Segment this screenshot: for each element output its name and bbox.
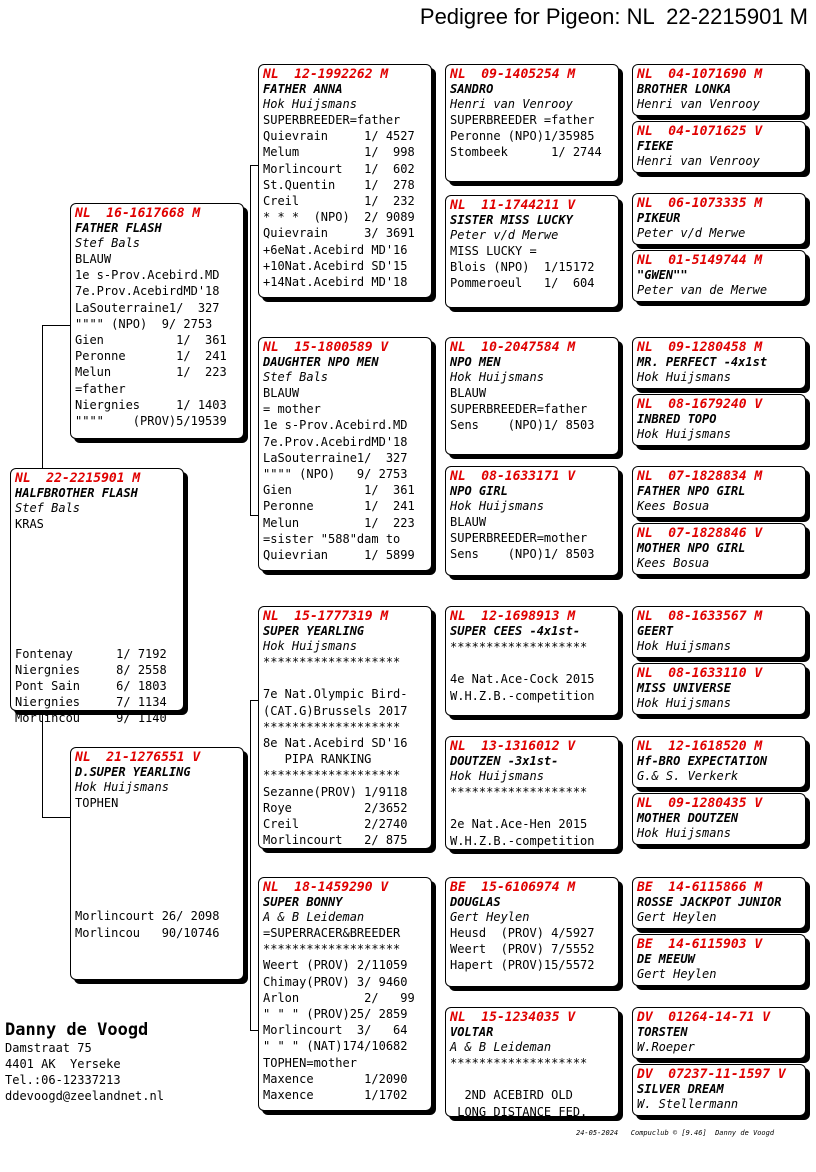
pedigree-card-gggp [632, 793, 806, 845]
performance-line: SUPERBREEDER=mother [450, 531, 588, 546]
ring-number: NL 04-1071690 M [637, 67, 763, 82]
performance-line: Creil 2/2740 [263, 817, 408, 832]
performance-line: Niergnies 7/ 1134 [15, 695, 167, 710]
performance-line: Quievrian 1/ 5899 [263, 548, 415, 563]
performance-line: Niergnies 1/ 1403 [75, 397, 227, 412]
performance-line [15, 597, 179, 613]
performance-line: Sens (NPO)1/ 8503 [450, 547, 595, 562]
performance-line: Weert (PROV) 2/11059 [263, 958, 408, 973]
connector-line [42, 817, 70, 818]
performance-line: Chimay(PROV) 3/ 9460 [263, 974, 408, 989]
owner-name: Hok Huijsmans [637, 639, 731, 653]
performance-line: Morlincourt 3/ 64 [263, 1023, 408, 1038]
performance-line: ******************* [263, 942, 401, 957]
pedigree-card-gggp [632, 663, 806, 715]
ring-number: NL 12-1992262 M [263, 67, 389, 82]
connector-line [42, 325, 43, 468]
ring-number: NL 09-1280435 V [637, 796, 763, 811]
performance-line: Peronne 1/ 241 [263, 499, 415, 514]
pigeon-name: HALFBROTHER FLASH [15, 486, 138, 500]
breeder-email: ddevoogd@zeelandnet.nl [5, 1089, 164, 1103]
pigeon-name: SISTER MISS LUCKY [450, 213, 573, 227]
owner-name: Henri van Venrooy [637, 97, 760, 111]
performance-line: ******************* [263, 768, 401, 783]
performance-line: ******************* [450, 1056, 588, 1070]
performance-line: LaSouterraine1/ 327 [75, 300, 220, 315]
performance-line: Morlincou 9/ 1140 [15, 711, 167, 726]
pedigree-card-mother [70, 747, 244, 980]
performance-line: Gien 1/ 361 [263, 483, 415, 498]
performance-line: ******************* [450, 640, 588, 654]
ring-number: NL 18-1459290 V [263, 880, 389, 895]
performance-line [75, 844, 239, 860]
performance-lines [450, 514, 614, 563]
pedigree-card-gggp [632, 193, 806, 245]
performance-line: +10Nat.Acebird SD'15 [263, 258, 408, 273]
performance-line [15, 565, 179, 581]
performance-line: Niergnies 8/ 2558 [15, 662, 167, 677]
pedigree-card-gggp [632, 394, 806, 446]
performance-line [450, 655, 614, 671]
performance-line: St.Quentin 1/ 278 [263, 177, 415, 192]
performance-lines [450, 639, 614, 704]
owner-name: Peter van de Merwe [637, 283, 768, 297]
pigeon-name: DOUTZEN -3x1st- [450, 754, 559, 768]
performance-line: +6eNat.Acebird MD'16 [263, 242, 408, 257]
owner-name: Stef Bals [263, 370, 329, 384]
performance-line: Heusd (PROV) 4/5927 [450, 926, 595, 940]
performance-line [75, 860, 239, 876]
ring-number: NL 08-1679240 V [637, 397, 763, 412]
performance-line: Morlincourt 1/ 602 [263, 161, 415, 176]
performance-line: = mother [263, 402, 321, 417]
performance-line: ******************* [263, 719, 401, 734]
performance-line: (CAT.G)Brussels 2017 [263, 703, 408, 718]
page-title: Pedigree for Pigeon: NL 22-2215901 M [419, 4, 808, 29]
ring-number: NL 15-1234035 V [450, 1010, 576, 1025]
pedigree-card-father [70, 203, 244, 439]
performance-line: 2e Nat.Ace-Hen 2015 [450, 817, 588, 832]
pedigree-card-gggp [632, 736, 806, 788]
performance-line: BLAUW [75, 252, 112, 266]
performance-line: " " " (PROV)25/ 2859 [263, 1007, 408, 1022]
ring-number: BE 15-6106974 M [450, 880, 576, 895]
performance-lines [15, 516, 179, 727]
performance-line: Maxence 1/1702 [263, 1088, 408, 1103]
performance-lines [450, 784, 614, 849]
performance-line: LONG DISTANCE FED. [450, 1104, 588, 1119]
performance-lines [450, 1055, 614, 1120]
owner-name: Peter v/d Merwe [637, 226, 746, 240]
performance-line [450, 800, 614, 816]
pigeon-name: PIKEUR [637, 211, 681, 225]
pedigree-card-ggp [445, 1007, 619, 1117]
performance-line: MISS LUCKY = [450, 244, 537, 258]
connector-line [250, 515, 258, 516]
owner-name: Gert Heylen [637, 910, 717, 924]
pedigree-card-gggp [632, 466, 806, 518]
owner-name: Peter v/d Merwe [450, 228, 559, 242]
owner-name: Hok Huijsmans [637, 696, 731, 710]
breeder-address: Damstraat 75 [5, 1041, 92, 1055]
performance-line: =SUPERRACER&BREEDER [263, 926, 401, 940]
performance-line: =father [75, 381, 126, 396]
ring-number: DV 01264-14-71 V [637, 1010, 771, 1025]
owner-name: Gert Heylen [450, 910, 530, 924]
owner-name: W. Stellermann [637, 1097, 739, 1111]
pigeon-name: Hf-BRO EXPECTATION [637, 754, 768, 768]
performance-line: PIPA RANKING [263, 752, 372, 767]
pigeon-name: D.SUPER YEARLING [75, 765, 191, 779]
ring-number: BE 14-6115903 V [637, 937, 763, 952]
ring-number: NL 06-1073335 M [637, 196, 763, 211]
performance-line: ******************* [450, 785, 588, 799]
owner-name: Stef Bals [75, 236, 141, 250]
performance-line: Weert (PROV) 7/5552 [450, 942, 595, 957]
pedigree-card-ggp [445, 195, 619, 308]
owner-name: Hok Huijsmans [263, 97, 357, 111]
performance-line: """" (NPO) 9/ 2753 [263, 467, 408, 482]
performance-line: KRAS [15, 517, 44, 531]
ring-number: DV 07237-11-1597 V [637, 1067, 786, 1082]
performance-line: 2ND ACEBIRD OLD [450, 1088, 573, 1103]
pigeon-name: FATHER ANNA [263, 82, 343, 96]
pedigree-card-subject [10, 468, 184, 726]
pigeon-name: NPO MEN [450, 355, 501, 369]
performance-line: Sens (NPO)1/ 8503 [450, 418, 595, 433]
owner-name: Hok Huijsmans [450, 370, 544, 384]
performance-line [15, 629, 179, 645]
performance-line: Stombeek 1/ 2744 [450, 145, 602, 160]
breeder-info [5, 1020, 164, 1104]
owner-name: Kees Bosua [637, 499, 710, 513]
pigeon-name: SUPER YEARLING [263, 624, 365, 638]
performance-line: 7e.Prov.AcebirdMD'18 [263, 434, 408, 449]
performance-line: Quievrain 1/ 4527 [263, 129, 415, 144]
pigeon-name: "GWEN"" [637, 268, 688, 282]
owner-name: W.Roeper [637, 1040, 695, 1054]
ring-number: NL 08-1633110 V [637, 666, 763, 681]
performance-line: Melun 1/ 223 [263, 515, 415, 530]
pedigree-card-gggp [632, 1064, 806, 1116]
performance-lines [450, 925, 614, 974]
owner-name: A & B Leideman [263, 910, 365, 924]
pedigree-card-gggp [632, 337, 806, 389]
breeder-city: 4401 AK Yerseke [5, 1057, 121, 1071]
performance-line: SUPERBREEDER =father [450, 113, 595, 127]
pigeon-name: NPO GIRL [450, 484, 508, 498]
ring-number: NL 04-1071625 V [637, 124, 763, 139]
performance-line: " " " (NAT)174/10682 [263, 1039, 408, 1054]
pedigree-card-gggp [632, 64, 806, 116]
pigeon-name: BROTHER LONKA [637, 82, 731, 96]
ring-number: NL 12-1618520 M [637, 739, 763, 754]
performance-line: LaSouterraine1/ 327 [263, 450, 408, 465]
pedigree-card-ggp [445, 466, 619, 576]
pigeon-name: INBRED TOPO [637, 412, 717, 426]
performance-line: SUPERBREEDER=father [450, 402, 588, 417]
pedigree-card-gp4 [258, 877, 432, 1111]
pedigree-card-ggp [445, 337, 619, 455]
performance-line: Gien 1/ 361 [75, 333, 227, 348]
owner-name: Henri van Venrooy [637, 154, 760, 168]
ring-number: NL 15-1800589 V [263, 340, 389, 355]
performance-line: BLAUW [450, 515, 487, 529]
performance-line [15, 532, 179, 548]
performance-line: =sister "588"dam to [263, 531, 401, 546]
pedigree-card-gp3 [258, 606, 432, 849]
performance-line: """" (NPO) 9/ 2753 [75, 316, 213, 331]
performance-line: W.H.Z.B.-competition [450, 688, 595, 703]
owner-name: Hok Huijsmans [450, 769, 544, 783]
performance-lines [450, 385, 614, 434]
connector-line [250, 165, 258, 166]
ring-number: NL 01-5149744 M [637, 253, 763, 268]
performance-line: TOPHEN=mother [263, 1055, 357, 1070]
performance-line: """" (PROV)5/19539 [75, 414, 227, 429]
pedigree-card-gggp [632, 606, 806, 658]
pigeon-name: DE MEEUW [637, 952, 695, 966]
performance-lines [450, 112, 614, 161]
pedigree-card-gggp [632, 877, 806, 929]
breeder-name: Danny de Voogd [5, 1020, 149, 1040]
performance-line: Roye 2/3652 [263, 800, 408, 815]
performance-line: 7e.Prov.AcebirdMD'18 [75, 284, 220, 299]
performance-lines [75, 795, 239, 941]
owner-name: Hok Huijsmans [637, 370, 731, 384]
pedigree-card-ggp [445, 877, 619, 987]
performance-lines [263, 654, 427, 848]
owner-name: Kees Bosua [637, 556, 710, 570]
pigeon-name: MR. PERFECT -4x1st [637, 355, 768, 369]
breeder-phone: Tel.:06-12337213 [5, 1073, 121, 1087]
pedigree-card-ggp [445, 606, 619, 716]
performance-line: TOPHEN [75, 796, 119, 810]
performance-lines [450, 243, 614, 292]
performance-line: Morlincourt 26/ 2098 [75, 909, 220, 924]
pigeon-name: MISS UNIVERSE [637, 681, 731, 695]
ring-number: NL 11-1744211 V [450, 198, 576, 213]
pedigree-card-ggp [445, 736, 619, 850]
ring-number: NL 08-1633567 M [637, 609, 763, 624]
performance-line: Fontenay 1/ 7192 [15, 646, 167, 661]
performance-line [75, 876, 239, 892]
performance-lines [263, 385, 427, 563]
performance-line: Quievrain 3/ 3691 [263, 226, 415, 241]
pigeon-name: SANDRO [450, 82, 494, 96]
ring-number: NL 21-1276551 V [75, 750, 201, 765]
owner-name: A & B Leideman [450, 1040, 552, 1054]
performance-line: BLAUW [263, 386, 300, 400]
ring-number: NL 13-1316012 V [450, 739, 576, 754]
pigeon-name: SUPER CEES -4x1st- [450, 624, 581, 638]
connector-line [250, 700, 251, 1030]
performance-line [15, 581, 179, 597]
pigeon-name: DOUGLAS [450, 895, 501, 909]
performance-line [450, 1071, 614, 1087]
pedigree-card-gggp [632, 121, 806, 173]
footer-credit: 24-05-2024 Compuclub © [9.46] Danny de Voogd [576, 1129, 775, 1137]
connector-line [250, 700, 258, 701]
pedigree-card-gggp [632, 1007, 806, 1059]
performance-line: Morlincourt 2/ 875 [263, 833, 408, 848]
performance-line [15, 548, 179, 564]
performance-line: Pommeroeul 1/ 604 [450, 276, 595, 291]
performance-line: Pont Sain 6/ 1803 [15, 679, 167, 694]
owner-name: Stef Bals [15, 501, 81, 515]
pedigree-card-ggp [445, 64, 619, 182]
performance-line: Creil 1/ 232 [263, 194, 415, 209]
ring-number: NL 08-1633171 V [450, 469, 576, 484]
performance-line: 1e s-Prov.Acebird.MD [263, 418, 408, 433]
connector-line [250, 165, 251, 515]
pigeon-name: VOLTAR [450, 1025, 494, 1039]
performance-line: Melun 1/ 223 [75, 365, 227, 380]
performance-line [263, 670, 427, 686]
owner-name: Hok Huijsmans [637, 427, 731, 441]
performance-line: Morlincou 90/10746 [75, 925, 220, 940]
pedigree-card-gggp [632, 523, 806, 575]
performance-lines [263, 112, 427, 290]
performance-line [15, 613, 179, 629]
performance-line [75, 827, 239, 843]
ring-number: NL 09-1405254 M [450, 67, 576, 82]
performance-line: Blois (NPO) 1/15172 [450, 260, 595, 275]
performance-line: Hapert (PROV)15/5572 [450, 958, 595, 973]
ring-number: NL 16-1617668 M [75, 206, 201, 221]
ring-number: BE 14-6115866 M [637, 880, 763, 895]
pigeon-name: MOTHER DOUTZEN [637, 811, 739, 825]
performance-line: Sezanne(PROV) 1/9118 [263, 784, 408, 799]
ring-number: NL 09-1280458 M [637, 340, 763, 355]
owner-name: Hok Huijsmans [450, 499, 544, 513]
pigeon-name: SUPER BONNY [263, 895, 343, 909]
pigeon-name: ROSSE JACKPOT JUNIOR [637, 895, 782, 909]
pedigree-card-gggp [632, 250, 806, 302]
pigeon-name: FATHER FLASH [75, 221, 162, 235]
ring-number: NL 10-2047584 M [450, 340, 576, 355]
owner-name: G.& S. Verkerk [637, 769, 739, 783]
performance-line: Maxence 1/2090 [263, 1071, 408, 1086]
pedigree-card-gp1 [258, 64, 432, 298]
performance-line: W.H.Z.B.-competition [450, 833, 595, 848]
performance-lines [75, 251, 239, 429]
pedigree-card-gggp [632, 934, 806, 986]
performance-lines [263, 925, 427, 1103]
performance-line: Peronne (NPO)1/35985 [450, 129, 595, 144]
pedigree-card-gp2 [258, 337, 432, 571]
connector-line [250, 1030, 258, 1031]
performance-line: 4e Nat.Ace-Cock 2015 [450, 672, 595, 687]
ring-number: NL 07-1828846 V [637, 526, 763, 541]
ring-number: NL 22-2215901 M [15, 471, 141, 486]
pigeon-name: FATHER NPO GIRL [637, 484, 746, 498]
performance-line: 7e Nat.Olympic Bird- [263, 687, 408, 702]
pigeon-name: MOTHER NPO GIRL [637, 541, 746, 555]
performance-line: ******************* [263, 655, 401, 669]
owner-name: Hok Huijsmans [75, 780, 169, 794]
performance-line: * * * (NPO) 2/ 9089 [263, 210, 415, 225]
pigeon-name: FIEKE [637, 139, 674, 153]
pigeon-name: TORSTEN [637, 1025, 688, 1039]
performance-line [75, 811, 239, 827]
performance-line: 1e s-Prov.Acebird.MD [75, 268, 220, 283]
owner-name: Hok Huijsmans [637, 826, 731, 840]
pigeon-name: GEERT [637, 624, 674, 638]
performance-line [75, 892, 239, 908]
pigeon-name: DAUGHTER NPO MEN [263, 355, 379, 369]
performance-line: Melum 1/ 998 [263, 145, 415, 160]
ring-number: NL 15-1777319 M [263, 609, 389, 624]
connector-line [42, 712, 43, 817]
ring-number: NL 07-1828834 M [637, 469, 763, 484]
pigeon-name: SILVER DREAM [637, 1082, 724, 1096]
owner-name: Henri van Venrooy [450, 97, 573, 111]
performance-line: Peronne 1/ 241 [75, 349, 227, 364]
performance-line: 8e Nat.Acebird SD'16 [263, 736, 408, 751]
owner-name: Gert Heylen [637, 967, 717, 981]
performance-line: Arlon 2/ 99 [263, 990, 415, 1005]
performance-line: +14Nat.Acebird MD'18 [263, 275, 408, 290]
owner-name: Hok Huijsmans [263, 639, 357, 653]
performance-line: BLAUW [450, 386, 487, 400]
ring-number: NL 12-1698913 M [450, 609, 576, 624]
connector-line [42, 325, 70, 326]
performance-line: SUPERBREEDER=father [263, 113, 401, 127]
